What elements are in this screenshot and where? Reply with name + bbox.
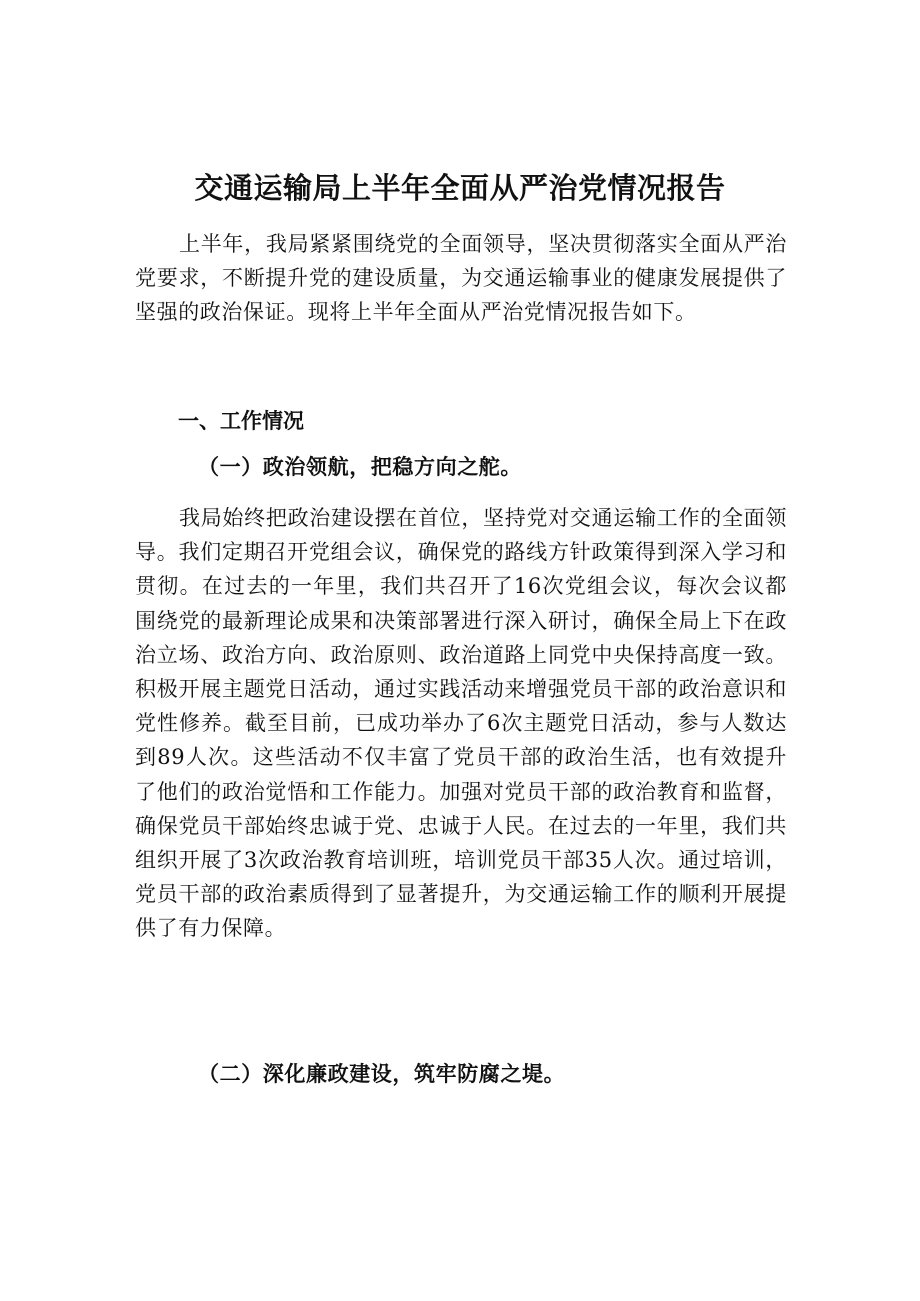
subsection-heading-integrity-building: （二）深化廉政建设，筑牢防腐之堤。	[198, 1061, 566, 1086]
subsection-heading-political-leadership: （一）政治领航，把稳方向之舵。	[198, 454, 522, 479]
section-heading-work-status: 一、工作情况	[178, 409, 304, 433]
intro-paragraph: 上半年，我局紧紧围绕党的全面领导，坚决贯彻落实全面从严治党要求，不断提升党的建设质量，为交通运输事业的健康发展提供了坚强的政治保证。现将上半年全面从严治党情况报告如下。	[135, 232, 787, 325]
document-title: 交通运输局上半年全面从严治党情况报告	[194, 171, 726, 205]
subsection-body-political-leadership: 我局始终把政治建设摆在首位，坚持党对交通运输工作的全面领导。我们定期召开党组会议，确保党的路线方针政策得到深入学习和贯彻。在过去的一年里，我们共召开了16次党组会议，每次会议都围绕党的最新理论成果和决策部署进行深入研讨，确保全局上下在政治立场、政治方向、政治原则、政治道路上同党中央保持高度一致。积极开展主题党日活动，通过实践活动来增强党员干部的政治意识和党性修养。截至目前，已成功举办了6次主题党日活动，参与人数达到89人次。这些活动不仅丰富了党员干部的政治生活，也有效提升了他们的政治觉悟和工作能力。加强对党员干部的政治教育和监督，确保党员干部始终忠诚于党、忠诚于人民。在过去的一年里，我们共组织开展了3次政治教育培训班，培训党员干部35人次。通过培训，党员干部的政治素质得到了显著提升，为交通运输工作的顺利开展提供了有力保障。	[135, 506, 787, 941]
